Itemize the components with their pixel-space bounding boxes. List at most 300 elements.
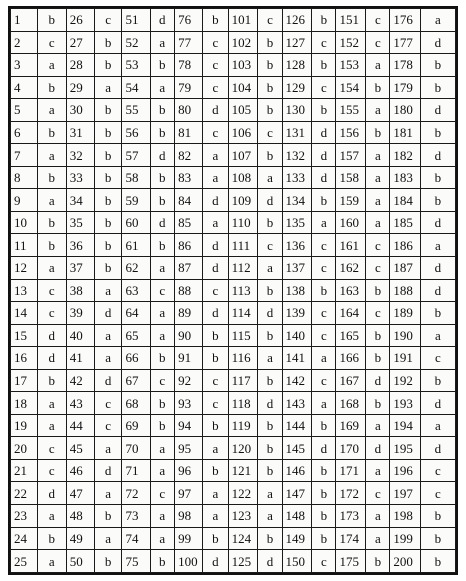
answer-letter: c [37, 279, 66, 302]
answer-letter: a [258, 482, 282, 505]
answer-letter: a [366, 166, 390, 189]
table-row [11, 414, 456, 437]
question-number: 12 [11, 257, 38, 280]
answer-letter: a [258, 166, 282, 189]
answer-letter: c [203, 121, 228, 144]
answer-letter: c [366, 234, 390, 257]
question-number: 188 [390, 279, 420, 302]
answer-letter: b [420, 369, 455, 392]
question-number: 115 [228, 324, 258, 347]
question-number: 199 [390, 527, 420, 550]
answer-letter: d [312, 121, 336, 144]
question-number: 189 [390, 302, 420, 325]
question-number: 159 [336, 189, 366, 212]
question-number: 92 [175, 369, 203, 392]
answer-letter: d [420, 279, 455, 302]
question-number: 130 [282, 99, 312, 122]
question-number: 4 [11, 76, 38, 99]
question-number: 104 [228, 76, 258, 99]
answer-letter: a [37, 505, 66, 528]
answer-letter: b [258, 211, 282, 234]
answer-letter: a [366, 505, 390, 528]
question-number: 108 [228, 166, 258, 189]
table-row [11, 369, 456, 392]
question-number: 166 [336, 347, 366, 370]
answer-letter: a [203, 166, 228, 189]
answer-letter: c [203, 76, 228, 99]
question-number: 1 [11, 9, 38, 32]
question-number: 138 [282, 279, 312, 302]
table-row [11, 505, 456, 528]
question-number: 193 [390, 392, 420, 415]
answer-letter: b [258, 527, 282, 550]
answer-letter: b [150, 550, 175, 573]
question-number: 32 [66, 144, 94, 167]
answer-letter: b [312, 527, 336, 550]
answer-letter: c [150, 369, 175, 392]
answer-letter: a [366, 144, 390, 167]
answer-letter: b [258, 279, 282, 302]
answer-letter: b [258, 54, 282, 77]
table-row [11, 392, 456, 415]
question-number: 56 [122, 121, 150, 144]
answer-letter: b [150, 166, 175, 189]
question-number: 88 [175, 279, 203, 302]
answer-letter: b [94, 31, 122, 54]
question-number: 183 [390, 166, 420, 189]
question-number: 87 [175, 257, 203, 280]
question-number: 80 [175, 99, 203, 122]
question-number: 175 [336, 550, 366, 573]
question-number: 16 [11, 347, 38, 370]
answer-letter: d [258, 302, 282, 325]
table-row [11, 144, 456, 167]
question-number: 96 [175, 459, 203, 482]
table-row [11, 550, 456, 573]
answer-letter: c [366, 9, 390, 32]
question-number: 122 [228, 482, 258, 505]
question-number: 6 [11, 121, 38, 144]
question-number: 170 [336, 437, 366, 460]
answer-letter: b [150, 189, 175, 212]
question-number: 60 [122, 211, 150, 234]
question-number: 73 [122, 505, 150, 528]
answer-letter: d [203, 550, 228, 573]
answer-letter: b [420, 302, 455, 325]
answer-letter: d [420, 31, 455, 54]
answer-letter: c [312, 234, 336, 257]
question-number: 66 [122, 347, 150, 370]
answer-letter: b [94, 189, 122, 212]
answer-letter: a [258, 505, 282, 528]
answer-letter: c [94, 392, 122, 415]
answer-letter: c [312, 324, 336, 347]
answer-letter: b [312, 189, 336, 212]
answer-letter: b [258, 369, 282, 392]
answer-letter: b [37, 211, 66, 234]
answer-letter: a [94, 324, 122, 347]
answer-letter: b [150, 54, 175, 77]
answer-letter: a [203, 211, 228, 234]
question-number: 55 [122, 99, 150, 122]
answer-letter: d [258, 550, 282, 573]
question-number: 14 [11, 302, 38, 325]
answer-letter: d [312, 144, 336, 167]
question-number: 113 [228, 279, 258, 302]
answer-letter: d [258, 189, 282, 212]
question-number: 182 [390, 144, 420, 167]
question-number: 187 [390, 257, 420, 280]
question-number: 164 [336, 302, 366, 325]
question-number: 106 [228, 121, 258, 144]
question-number: 34 [66, 189, 94, 212]
answer-letter: d [420, 257, 455, 280]
answer-letter: b [366, 392, 390, 415]
question-number: 198 [390, 505, 420, 528]
table-row [11, 99, 456, 122]
answer-letter: b [37, 166, 66, 189]
answer-letter: d [94, 369, 122, 392]
question-number: 200 [390, 550, 420, 573]
answer-letter: b [94, 166, 122, 189]
question-number: 150 [282, 550, 312, 573]
question-number: 37 [66, 257, 94, 280]
answer-letter: d [258, 392, 282, 415]
answer-letter: b [258, 437, 282, 460]
answer-letter: c [312, 76, 336, 99]
question-number: 86 [175, 234, 203, 257]
question-number: 21 [11, 459, 38, 482]
question-number: 75 [122, 550, 150, 573]
answer-letter: a [150, 505, 175, 528]
question-number: 192 [390, 369, 420, 392]
answer-letter: c [203, 369, 228, 392]
answer-letter: b [94, 234, 122, 257]
question-number: 135 [282, 211, 312, 234]
answer-letter: a [94, 76, 122, 99]
question-number: 59 [122, 189, 150, 212]
question-number: 85 [175, 211, 203, 234]
answer-letter: a [37, 144, 66, 167]
answer-letter: c [37, 437, 66, 460]
answer-letter: b [94, 54, 122, 77]
question-number: 45 [66, 437, 94, 460]
answer-letter: c [150, 279, 175, 302]
answer-letter: c [366, 31, 390, 54]
answer-letter: b [366, 121, 390, 144]
question-number: 20 [11, 437, 38, 460]
question-number: 65 [122, 324, 150, 347]
question-number: 29 [66, 76, 94, 99]
question-number: 100 [175, 550, 203, 573]
answer-letter: a [366, 527, 390, 550]
answer-letter: b [150, 392, 175, 415]
answer-letter: b [420, 527, 455, 550]
answer-letter: d [94, 302, 122, 325]
question-number: 181 [390, 121, 420, 144]
question-number: 35 [66, 211, 94, 234]
answer-letter: b [94, 257, 122, 280]
question-number: 146 [282, 459, 312, 482]
table-row [11, 211, 456, 234]
answer-letter: c [37, 459, 66, 482]
answer-letter: d [420, 437, 455, 460]
answer-letter: b [258, 76, 282, 99]
answer-letter: a [420, 9, 455, 32]
answer-letter: a [366, 414, 390, 437]
answer-letter: a [94, 482, 122, 505]
answer-letter: b [150, 234, 175, 257]
answer-letter: d [150, 9, 175, 32]
question-number: 117 [228, 369, 258, 392]
question-number: 49 [66, 527, 94, 550]
answer-letter: a [37, 392, 66, 415]
question-number: 41 [66, 347, 94, 370]
question-number: 23 [11, 505, 38, 528]
answer-letter: c [258, 9, 282, 32]
question-number: 33 [66, 166, 94, 189]
question-number: 11 [11, 234, 38, 257]
answer-letter: b [312, 54, 336, 77]
question-number: 132 [282, 144, 312, 167]
question-number: 145 [282, 437, 312, 460]
question-number: 82 [175, 144, 203, 167]
question-number: 98 [175, 505, 203, 528]
answer-letter: a [203, 144, 228, 167]
answer-letter: b [150, 414, 175, 437]
question-number: 53 [122, 54, 150, 77]
answer-letter: b [203, 9, 228, 32]
question-number: 95 [175, 437, 203, 460]
answer-letter: d [203, 302, 228, 325]
answer-letter: a [150, 257, 175, 280]
answer-letter: b [150, 121, 175, 144]
question-number: 158 [336, 166, 366, 189]
table-row [11, 459, 456, 482]
question-number: 157 [336, 144, 366, 167]
answer-letter: c [37, 31, 66, 54]
question-number: 109 [228, 189, 258, 212]
answer-letter: b [312, 459, 336, 482]
answer-letter: b [150, 347, 175, 370]
question-number: 93 [175, 392, 203, 415]
answer-letter: d [37, 482, 66, 505]
answer-letter: b [258, 144, 282, 167]
question-number: 197 [390, 482, 420, 505]
answer-letter: a [366, 459, 390, 482]
question-number: 48 [66, 505, 94, 528]
question-number: 173 [336, 505, 366, 528]
table-row [11, 324, 456, 347]
question-number: 103 [228, 54, 258, 77]
question-number: 46 [66, 459, 94, 482]
table-row [11, 437, 456, 460]
answer-letter: c [366, 302, 390, 325]
question-number: 114 [228, 302, 258, 325]
question-number: 39 [66, 302, 94, 325]
answer-letter: b [312, 9, 336, 32]
answer-letter: d [37, 347, 66, 370]
question-number: 72 [122, 482, 150, 505]
answer-letter: b [366, 279, 390, 302]
question-number: 131 [282, 121, 312, 144]
answer-letter: b [420, 121, 455, 144]
table-row [11, 527, 456, 550]
question-number: 180 [390, 99, 420, 122]
answer-letter: a [203, 482, 228, 505]
question-number: 30 [66, 99, 94, 122]
question-number: 61 [122, 234, 150, 257]
table-row [11, 54, 456, 77]
answer-letter: d [312, 437, 336, 460]
answer-letter: a [94, 527, 122, 550]
question-number: 101 [228, 9, 258, 32]
question-number: 102 [228, 31, 258, 54]
question-number: 134 [282, 189, 312, 212]
answer-letter: c [312, 31, 336, 54]
answer-letter: a [203, 437, 228, 460]
question-number: 51 [122, 9, 150, 32]
answer-letter: c [366, 482, 390, 505]
question-number: 8 [11, 166, 38, 189]
question-number: 144 [282, 414, 312, 437]
question-number: 136 [282, 234, 312, 257]
question-number: 155 [336, 99, 366, 122]
answer-letter: d [312, 166, 336, 189]
answer-letter: c [312, 550, 336, 573]
question-number: 54 [122, 76, 150, 99]
answer-letter: b [258, 414, 282, 437]
table-row [11, 279, 456, 302]
question-number: 97 [175, 482, 203, 505]
answer-letter: a [150, 302, 175, 325]
answer-letter: b [366, 347, 390, 370]
answer-letter: d [366, 437, 390, 460]
table-row [11, 482, 456, 505]
answer-letter: b [37, 9, 66, 32]
question-number: 118 [228, 392, 258, 415]
question-number: 137 [282, 257, 312, 280]
question-number: 195 [390, 437, 420, 460]
question-number: 125 [228, 550, 258, 573]
question-number: 58 [122, 166, 150, 189]
answer-key-body [11, 9, 456, 573]
answer-letter: a [258, 347, 282, 370]
answer-letter: b [37, 121, 66, 144]
question-number: 52 [122, 31, 150, 54]
answer-letter: c [203, 31, 228, 54]
answer-letter: a [94, 279, 122, 302]
answer-letter: b [94, 121, 122, 144]
question-number: 74 [122, 527, 150, 550]
answer-letter: b [366, 76, 390, 99]
question-number: 13 [11, 279, 38, 302]
answer-letter: c [312, 369, 336, 392]
answer-letter: c [203, 279, 228, 302]
question-number: 129 [282, 76, 312, 99]
table-row [11, 76, 456, 99]
answer-letter: b [312, 99, 336, 122]
question-number: 25 [11, 550, 38, 573]
question-number: 177 [390, 31, 420, 54]
question-number: 148 [282, 505, 312, 528]
question-number: 190 [390, 324, 420, 347]
question-number: 40 [66, 324, 94, 347]
question-number: 18 [11, 392, 38, 415]
question-number: 185 [390, 211, 420, 234]
answer-key-sheet [8, 6, 458, 575]
answer-letter: d [420, 211, 455, 234]
answer-letter: c [420, 459, 455, 482]
answer-letter: a [366, 54, 390, 77]
answer-letter: b [312, 279, 336, 302]
question-number: 50 [66, 550, 94, 573]
question-number: 19 [11, 414, 38, 437]
question-number: 83 [175, 166, 203, 189]
answer-letter: d [203, 257, 228, 280]
answer-letter: b [366, 550, 390, 573]
answer-letter: a [312, 392, 336, 415]
table-row [11, 31, 456, 54]
answer-key-table [10, 8, 456, 573]
question-number: 184 [390, 189, 420, 212]
question-number: 78 [175, 54, 203, 77]
answer-letter: a [150, 459, 175, 482]
question-number: 69 [122, 414, 150, 437]
question-number: 165 [336, 324, 366, 347]
table-row [11, 302, 456, 325]
question-number: 162 [336, 257, 366, 280]
answer-letter: a [203, 505, 228, 528]
question-number: 63 [122, 279, 150, 302]
answer-letter: d [203, 189, 228, 212]
answer-letter: b [37, 527, 66, 550]
answer-letter: a [150, 527, 175, 550]
question-number: 123 [228, 505, 258, 528]
question-number: 62 [122, 257, 150, 280]
question-number: 169 [336, 414, 366, 437]
question-number: 71 [122, 459, 150, 482]
question-number: 28 [66, 54, 94, 77]
question-number: 43 [66, 392, 94, 415]
question-number: 67 [122, 369, 150, 392]
question-number: 91 [175, 347, 203, 370]
question-number: 168 [336, 392, 366, 415]
answer-letter: c [203, 54, 228, 77]
question-number: 196 [390, 459, 420, 482]
question-number: 107 [228, 144, 258, 167]
answer-letter: b [258, 99, 282, 122]
answer-letter: b [203, 324, 228, 347]
answer-letter: b [420, 505, 455, 528]
question-number: 141 [282, 347, 312, 370]
answer-letter: a [94, 437, 122, 460]
question-number: 44 [66, 414, 94, 437]
question-number: 163 [336, 279, 366, 302]
answer-letter: d [366, 369, 390, 392]
question-number: 9 [11, 189, 38, 212]
question-number: 171 [336, 459, 366, 482]
answer-letter: d [203, 234, 228, 257]
question-number: 47 [66, 482, 94, 505]
answer-letter: a [312, 211, 336, 234]
answer-letter: a [420, 234, 455, 257]
question-number: 90 [175, 324, 203, 347]
answer-letter: c [420, 482, 455, 505]
answer-letter: d [420, 392, 455, 415]
answer-letter: b [258, 324, 282, 347]
question-number: 77 [175, 31, 203, 54]
